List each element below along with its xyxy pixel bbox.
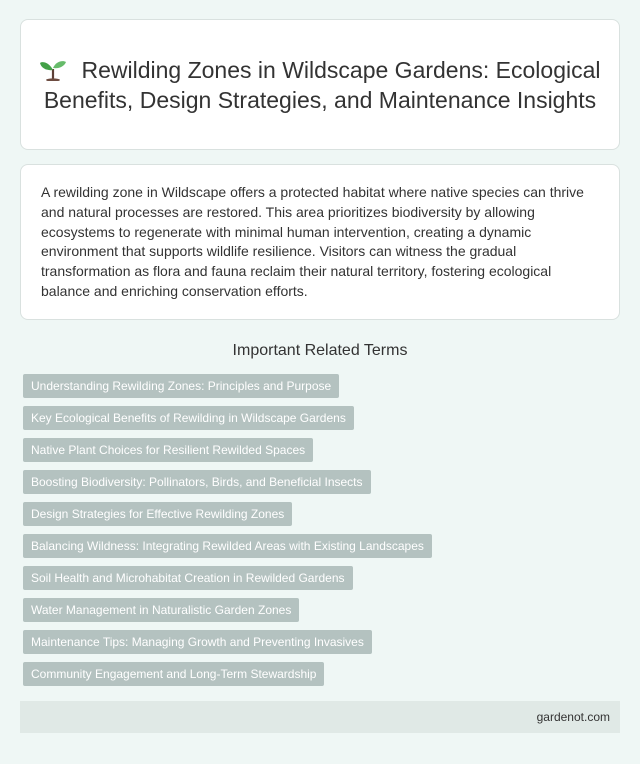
- term-tag[interactable]: Maintenance Tips: Managing Growth and Preventing Invasives: [23, 630, 372, 654]
- term-tag[interactable]: Balancing Wildness: Integrating Rewilded Areas with Existing Landscapes: [23, 534, 432, 558]
- term-tag[interactable]: Design Strategies for Effective Rewilding Zones: [23, 502, 292, 526]
- footer: [20, 701, 620, 733]
- list-item: [23, 438, 432, 462]
- list-item: [23, 566, 432, 590]
- list-item: [23, 534, 432, 558]
- list-item: [23, 374, 432, 398]
- term-tag[interactable]: Native Plant Choices for Resilient Rewilded Spaces: [23, 438, 313, 462]
- title-card: [20, 19, 620, 150]
- page-title: [21, 55, 619, 115]
- list-item: [23, 630, 432, 654]
- footer-site[interactable]: gardenot.com: [536, 710, 610, 724]
- page-title-text: Rewilding Zones in Wildscape Gardens: Ecological Benefits, Design Strategies, and Maintenance Insights: [43, 56, 601, 113]
- term-tag[interactable]: Water Management in Naturalistic Garden Zones: [23, 598, 299, 622]
- term-tag[interactable]: Soil Health and Microhabitat Creation in Rewilded Gardens: [23, 566, 353, 590]
- related-terms-list: [23, 374, 432, 694]
- related-terms-heading: Important Related Terms: [232, 342, 408, 359]
- term-tag[interactable]: Key Ecological Benefits of Rewilding in Wildscape Gardens: [23, 406, 354, 430]
- seedling-icon: [39, 58, 67, 80]
- term-tag[interactable]: Boosting Biodiversity: Pollinators, Birds, and Beneficial Insects: [23, 470, 371, 494]
- list-item: [23, 470, 432, 494]
- intro-paragraph: A rewilding zone in Wildscape offers a protected habitat where native species can thrive and natural processes are restored. This area prioritizes biodiversity by allowing ecosystems to regenerate with minimal human intervention, creating a dynamic environment that supports wildlife resilience. Visitors can witness the gradual transformation as flora and fauna reclaim their natural territory, fostering ecological balance and enriching conservation efforts.: [41, 184, 584, 299]
- intro-card: [20, 164, 620, 320]
- term-tag[interactable]: Understanding Rewilding Zones: Principles and Purpose: [23, 374, 339, 398]
- list-item: [23, 598, 432, 622]
- list-item: [23, 406, 432, 430]
- list-item: [23, 662, 432, 686]
- list-item: [23, 502, 432, 526]
- term-tag[interactable]: Community Engagement and Long-Term Stewardship: [23, 662, 324, 686]
